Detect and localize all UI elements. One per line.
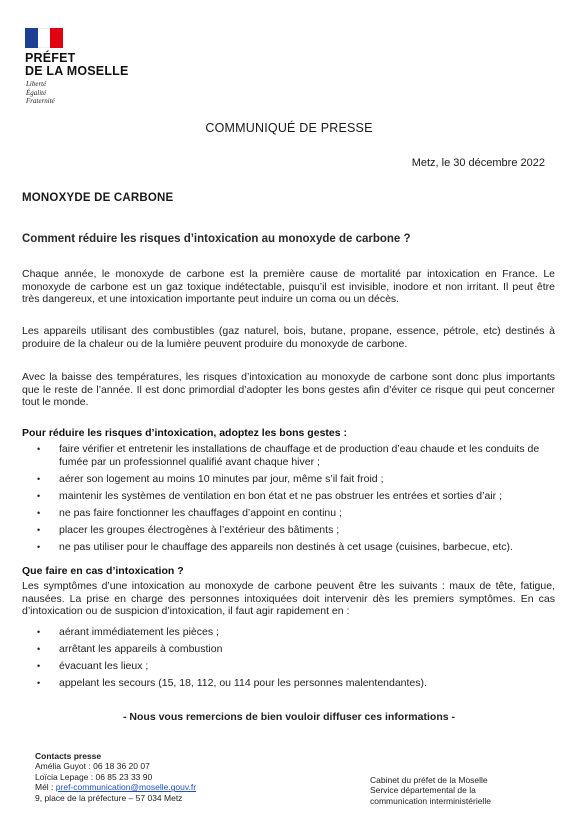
thanks-note: - Nous vous remercions de bien vouloir diffuser ces informations - [123, 711, 455, 723]
gestes-heading: Pour réduire les risques d’intoxication, adoptez les bons gestes : [22, 427, 347, 439]
cabinet-signature [370, 775, 491, 806]
bullet-icon: • [37, 473, 41, 484]
contacts-heading: Contacts presse [35, 751, 102, 761]
release-date: Metz, le 30 décembre 2022 [411, 157, 545, 169]
list-item: • évacuant les lieux ; [37, 660, 149, 673]
contact-mail-line [35, 782, 196, 792]
list-item: • appelant les secours (15, 18, 112, ou 114 pour les personnes malentendantes). [37, 677, 427, 690]
logo-line-1: PRÉFET [25, 51, 76, 65]
question-heading: Comment réduire les risques d’intoxication au monoxyde de carbone ? [22, 233, 411, 245]
bullet-icon: • [37, 678, 41, 689]
mail-label: Mél : [35, 782, 56, 793]
paragraph-temperatures: Avec la baisse des températures, les risques d’intoxication au monoxyde de carbone sont donc plus importants que le reste de l’année. Il est donc primordial d’adopter les bons gestes afin d’éviter ce risque qui peut concerner tout le monde. [22, 371, 555, 409]
motto-liberte: Liberté [26, 80, 47, 88]
list-item: • maintenir les systèmes de ventilation en bon état et ne pas obstruer les entrées et sorties d’air ; [37, 489, 502, 502]
bullet-icon: • [37, 644, 41, 655]
marianne-flag-icon [25, 28, 63, 48]
paragraph-appliances: Les appareils utilisant des combustibles (gaz naturel, bois, butane, propane, essence, pétrole, etc) destinés à produire de la chaleur ou de la lumière peuvent produire du monoxyde de carbone. [22, 325, 555, 350]
contact-address: 9, place de la préfecture – 57 034 Metz [35, 792, 183, 803]
cabinet-line-2: Service départemental de la [370, 785, 476, 796]
bullet-icon: • [37, 627, 41, 637]
republic-motto [26, 80, 55, 106]
bullet-icon: • [37, 507, 41, 518]
bullet-icon: • [37, 444, 41, 454]
email-link[interactable]: pref-communication@moselle.gouv.fr [55, 782, 197, 793]
motto-fraternite: Fraternité [26, 97, 55, 105]
list-item: • ne pas faire fonctionner les chauffages d’appoint en continu ; [37, 506, 342, 519]
subject-heading: MONOXYDE DE CARBONE [22, 192, 174, 204]
intoxication-heading: Que faire en cas d’intoxication ? [22, 565, 184, 577]
actions-list [33, 626, 555, 694]
bullet-icon: • [37, 524, 41, 535]
contact-line-2: Loïcia Lepage : 06 85 23 33 90 [35, 771, 153, 782]
bullet-icon: • [37, 490, 41, 501]
list-item: • aérant immédiatement les pièces ; [37, 626, 219, 638]
gestes-list [33, 443, 555, 558]
bullet-icon: • [37, 661, 41, 672]
motto-egalite: Égalité [26, 88, 47, 97]
cabinet-line-3: communication interministérielle [370, 795, 491, 806]
press-contacts [35, 751, 196, 803]
bullet-icon: • [37, 542, 41, 553]
list-item: • placer les groupes électrogènes à l’extérieur des bâtiments ; [37, 523, 340, 536]
paragraph-intro: Chaque année, le monoxyde de carbone est la première cause de mortalité par intoxication en France. Le monoxyde de carbone est un gaz toxique indétectable, puisqu’il est invisible, inodore et non irritant. Il peut être très dangereux, et une intoxication importante peut induire un coma ou un décès. [22, 268, 555, 306]
paragraph-symptoms: Les symptômes d’une intoxication au monoxyde de carbone peuvent être les suivants : maux de tête, fatigue, nausées. La prise en charge des personnes intoxiquées doit intervenir dès les premiers symptômes. En cas d’intoxication ou de suspicion d’intoxication, il faut agir rapidement en : [22, 580, 555, 618]
list-item: • aérer son logement au moins 10 minutes par jour, même s’il fait froid ; [37, 472, 384, 485]
list-item: • ne pas utiliser pour le chauffage des appareils non destinés à cet usage (cuisines, barbecue, etc). [37, 541, 513, 554]
cabinet-line-1: Cabinet du préfet de la Moselle [370, 775, 488, 785]
list-item: • faire vérifier et entretenir les installations de chauffage et de production d’eau chaude et les conduits de fumée par un professionnel qualifié avant chaque hiver ; [37, 443, 540, 468]
list-item: • arrêtant les appareils à combustion [37, 643, 223, 656]
logo-line-2: DE LA MOSELLE [25, 64, 129, 78]
prefecture-logo-text [25, 52, 129, 78]
contact-line-1: Amélia Guyot : 06 18 36 20 07 [35, 761, 150, 772]
page-title: COMMUNIQUÉ DE PRESSE [205, 121, 373, 135]
